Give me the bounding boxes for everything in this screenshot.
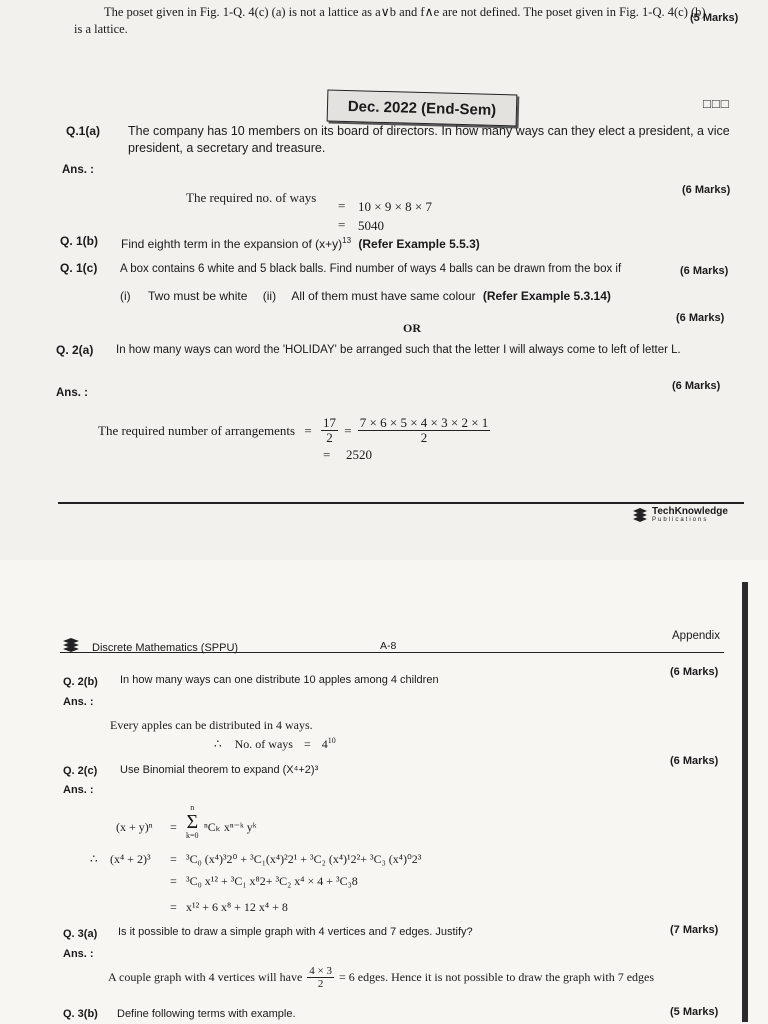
q2a-equals-3: = <box>323 447 331 462</box>
q2c-sum-lower: k=0 <box>186 831 199 840</box>
q3a-answer-post: = 6 edges. Hence it is not possible to draw the graph with 7 edges <box>339 970 655 985</box>
q1c-part-ii-text: All of them must have same colour <box>291 289 476 303</box>
q2a-fraction-2-den: 2 <box>420 430 428 446</box>
book-header-section: Appendix <box>672 630 720 642</box>
q1a-label: Q.1(a) <box>66 124 101 138</box>
q1c-text: A box contains 6 white and 5 black balls. Find number of ways 4 balls can be drawn from the box if <box>120 263 622 275</box>
q3a-label: Q. 3(a) <box>63 928 98 940</box>
q2a-equals-1: = <box>304 422 312 438</box>
q3b-label: Q. 3(b) <box>63 1008 98 1020</box>
q1a-text-line2: president, a secretary and treasure. <box>128 141 326 155</box>
header-rule <box>60 652 724 653</box>
q3a-answer-label: Ans. : <box>63 948 94 960</box>
q2b-value: 4 <box>321 737 328 751</box>
q2b-text: In how many ways can one distribute 10 apples among 4 children <box>120 674 439 686</box>
q2b-line-2 <box>214 736 336 752</box>
q2c-formula-1-equals: = <box>170 820 177 834</box>
section-title: Dec. 2022 (End-Sem) <box>347 97 497 119</box>
q2a-fraction-2 <box>358 416 491 446</box>
q1b-exponent: 13 <box>342 236 352 245</box>
q2c-formula-1-right: ⁿCₖ xⁿ⁻ᵏ yᵏ <box>204 820 257 834</box>
q2c-sum-upper: n <box>190 803 195 812</box>
intro-marks: (5 Marks) <box>690 12 739 24</box>
q3a-fraction <box>307 965 334 990</box>
q2c-formula-4-right: x¹² + 6 x⁸ + 12 x⁴ + 8 <box>186 900 288 914</box>
q2a-fraction-1-num: 17 <box>322 415 336 430</box>
section-end-squares: □□□ <box>703 96 730 111</box>
q2a-arrangements <box>98 416 490 446</box>
q1c-marks: (6 Marks) <box>680 265 729 277</box>
page-edge-shadow <box>742 582 748 1022</box>
q1c-subparts <box>120 289 611 303</box>
q1a-equals-2: = <box>338 217 346 232</box>
q2c-formula-1-left: (x + y)ⁿ <box>116 820 153 834</box>
q1b-text: Find eighth term in the expansion of (x+y) <box>121 237 343 251</box>
q3a-text: Is it possible to draw a simple graph with 4 vertices and 7 edges. Justify? <box>118 926 473 938</box>
q1a-result: 5040 <box>358 218 384 233</box>
section-title-box <box>327 90 518 127</box>
q2c-formula-3-equals: = <box>170 874 177 888</box>
q2c-marks: (6 Marks) <box>670 755 719 767</box>
q1c-marks-2: (6 Marks) <box>676 312 725 324</box>
intro-line-1: The poset given in Fig. 1-Q. 4(c) (a) is not a lattice as a∨b and f∧e are not defined. The poset given in Fig. 1-Q. 4(c) (b) <box>104 5 706 19</box>
q1b-label: Q. 1(b) <box>60 234 98 248</box>
q2c-text: Use Binomial theorem to expand (X⁴+2)³ <box>120 764 319 776</box>
book-header-title: Discrete Mathematics (SPPU) <box>92 642 239 654</box>
q2b-exponent: 10 <box>327 736 336 745</box>
or-separator: OR <box>403 321 421 335</box>
q1c-part-i-text: Two must be white <box>148 289 248 303</box>
q2b-label: Q. 2(b) <box>63 676 98 688</box>
q1c-part-ii-label: (ii) <box>262 289 277 303</box>
q1a-answer-label: Ans. : <box>62 164 94 176</box>
q2c-therefore: ∴ <box>90 852 98 866</box>
q2c-formula-3-right: ³C₀ x¹² + ³C₁ x⁸2+ ³C₂ x⁴ × 4 + ³C₃8 <box>186 874 358 888</box>
q2c-summation <box>186 804 199 840</box>
q2c-formula-2-equals: = <box>170 852 177 866</box>
q2c-label: Q. 2(c) <box>63 765 98 777</box>
q3b-marks: (5 Marks) <box>670 1006 719 1018</box>
q2a-answer-label: Ans. : <box>56 387 88 399</box>
q1c-label: Q. 1(c) <box>60 261 98 275</box>
q1a-product: 10 × 9 × 8 × 7 <box>358 199 432 214</box>
q2b-ways-text: No. of ways <box>234 737 293 751</box>
q2a-result: 2520 <box>346 447 372 462</box>
q2b-therefore: ∴ <box>214 737 222 751</box>
q1a-required-ways: The required no. of ways <box>186 190 317 205</box>
q1c-reference: (Refer Example 5.3.14) <box>482 289 611 303</box>
q2a-fraction-1-den: 2 <box>326 430 333 446</box>
q2a-marks: (6 Marks) <box>672 380 721 392</box>
publisher-subtitle: Publications <box>652 517 709 523</box>
q1c-part-i-label: (i) <box>120 289 131 303</box>
q2c-formula-2-right: ³C₀ (x⁴)³2⁰ + ³C₁(x⁴)²2¹ + ³C₂ (x⁴)¹2²+ ³C₃ (x⁴)⁰2³ <box>186 852 422 866</box>
q2a-text: In how many ways can word the 'HOLIDAY' be arranged such that the letter I will always come to left of letter L. <box>116 344 681 356</box>
q2a-left-text: The required number of arrangements <box>98 422 296 438</box>
q2c-formula-4-equals: = <box>170 900 177 914</box>
q2b-line-1: Every apples can be distributed in 4 ways. <box>110 718 313 732</box>
q1a-marks: (6 Marks) <box>682 184 731 196</box>
q2b-answer-label: Ans. : <box>63 696 94 708</box>
publisher-logo <box>632 507 728 523</box>
book-header-page: A-8 <box>380 640 397 652</box>
q3a-answer-line <box>108 965 654 990</box>
q2a-fraction-1 <box>321 416 338 446</box>
q1a-equals-1: = <box>338 198 346 213</box>
intro-line-2: is a lattice. <box>74 22 128 36</box>
q1b-reference: (Refer Example 5.5.3) <box>358 237 480 251</box>
q2b-equals: = <box>303 737 311 751</box>
publisher-name: TechKnowledge <box>652 506 728 517</box>
publisher-emblem-icon <box>632 507 648 523</box>
q3a-fraction-den: 2 <box>317 978 324 991</box>
q3b-text: Define following terms with example. <box>117 1008 296 1020</box>
q1a-text-line1: The company has 10 members on its board of directors. In how many ways can they elect a president, a vice <box>128 124 730 138</box>
q2b-marks: (6 Marks) <box>670 666 719 678</box>
q1b-question <box>121 236 480 251</box>
scanned-page-bottom <box>0 560 768 1024</box>
book-header-icon <box>62 638 80 657</box>
q2c-sum-symbol: Σ <box>186 811 199 833</box>
q2c-answer-label: Ans. : <box>63 784 94 796</box>
q2c-formula-2-left: (x⁴ + 2)³ <box>110 852 151 866</box>
q3a-answer-pre: A couple graph with 4 vertices will have <box>108 970 303 985</box>
q3a-fraction-num: 4 × 3 <box>309 965 332 977</box>
q2a-fraction-2-num: 7 × 6 × 5 × 4 × 3 × 2 × 1 <box>359 415 489 430</box>
q3a-marks: (7 Marks) <box>670 924 719 936</box>
q2a-label: Q. 2(a) <box>56 343 94 357</box>
page-bottom-rule <box>58 502 744 504</box>
q2a-equals-2: = <box>344 422 352 438</box>
